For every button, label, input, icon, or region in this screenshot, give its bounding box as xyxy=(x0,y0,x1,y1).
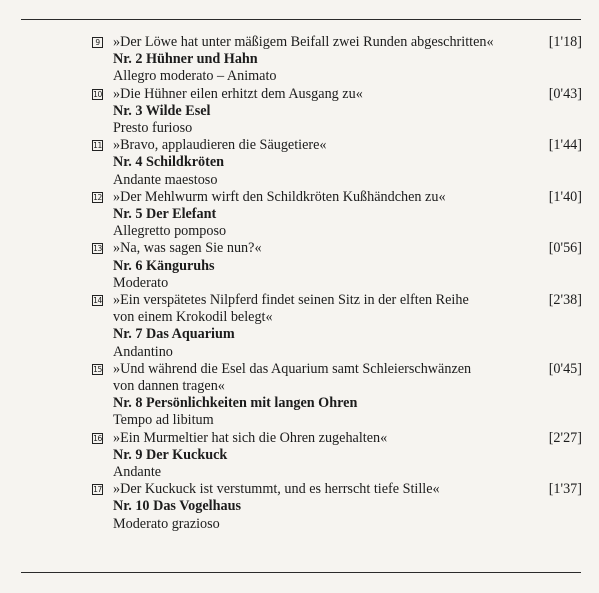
track-item xyxy=(0,361,599,430)
track-quote: »Der Kuckuck ist verstummt, und es herrscht tiefe Stille« xyxy=(113,481,440,498)
track-quote: »Der Mehlwurm wirft den Schildkröten Kußhändchen zu« xyxy=(113,188,446,205)
track-item xyxy=(0,137,599,189)
track-duration: [0'56] xyxy=(548,240,582,257)
tempo-marking: Andante xyxy=(113,464,162,481)
track-item xyxy=(0,430,599,482)
track-duration: [1'40] xyxy=(548,188,582,205)
top-rule xyxy=(21,19,581,20)
track-item xyxy=(0,34,599,86)
tempo-marking: Andante maestoso xyxy=(113,171,218,188)
movement-title: Nr. 6 Känguruhs xyxy=(113,257,215,274)
track-quote: »Die Hühner eilen erhitzt dem Ausgang zu« xyxy=(113,85,363,102)
track-duration: [0'43] xyxy=(548,85,582,102)
movement-title: Nr. 9 Der Kuckuck xyxy=(113,446,228,463)
track-quote: »Ein Murmeltier hat sich die Ohren zugehalten« xyxy=(113,429,388,446)
bottom-rule xyxy=(21,572,581,573)
track-duration: [1'18] xyxy=(548,34,582,50)
movement-title: Nr. 10 Das Vogelhaus xyxy=(113,498,241,515)
track-item xyxy=(0,292,599,361)
tempo-marking: Allegro moderato – Animato xyxy=(113,68,277,85)
track-quote-continued: von dannen tragen« xyxy=(113,378,225,395)
track-item xyxy=(0,481,599,533)
movement-title: Nr. 7 Das Aquarium xyxy=(113,326,235,343)
tempo-marking: Tempo ad libitum xyxy=(113,412,214,429)
movement-title: Nr. 3 Wilde Esel xyxy=(113,102,211,119)
track-duration: [0'45] xyxy=(548,360,582,377)
track-number-box: 17 xyxy=(93,485,102,495)
track-number-box: 10 xyxy=(93,89,102,99)
track-number-box: 14 xyxy=(93,296,102,306)
track-quote: »Na, was sagen Sie nun?« xyxy=(113,240,262,257)
track-number-box: 16 xyxy=(93,433,102,443)
tempo-marking: Moderato grazioso xyxy=(113,515,220,532)
tempo-marking: Moderato xyxy=(113,274,169,291)
track-duration: [2'38] xyxy=(548,292,582,309)
track-list xyxy=(0,34,599,533)
movement-title: Nr. 5 Der Elefant xyxy=(113,206,217,223)
track-quote: »Und während die Esel das Aquarium samt Schleierschwänzen xyxy=(113,360,472,377)
track-item xyxy=(0,189,599,241)
movement-title: Nr. 2 Hühner und Hahn xyxy=(113,51,258,68)
track-quote: »Ein verspätetes Nilpferd findet seinen Sitz in der elften Reihe xyxy=(113,292,469,309)
tempo-marking: Presto furioso xyxy=(113,120,193,137)
movement-title: Nr. 4 Schildkröten xyxy=(113,154,225,171)
track-quote: »Der Löwe hat unter mäßigem Beifall zwei Runden abgeschritten« xyxy=(113,34,494,50)
track-number-box: 12 xyxy=(93,192,102,202)
track-quote-continued: von einem Krokodil belegt« xyxy=(113,309,273,326)
track-item xyxy=(0,240,599,292)
tempo-marking: Allegretto pomposo xyxy=(113,223,227,240)
track-duration: [1'37] xyxy=(548,481,582,498)
track-item xyxy=(0,86,599,138)
track-duration: [1'44] xyxy=(548,137,582,154)
movement-title: Nr. 8 Persönlichkeiten mit langen Ohren xyxy=(113,395,358,412)
track-number-box: 15 xyxy=(93,364,102,374)
track-number-box: 9 xyxy=(92,37,103,48)
track-duration: [2'27] xyxy=(548,429,582,446)
track-number-box: 13 xyxy=(93,244,102,254)
tempo-marking: Andantino xyxy=(113,343,173,360)
track-quote: »Bravo, applaudieren die Säugetiere« xyxy=(113,137,327,154)
track-number-box: 11 xyxy=(93,141,102,151)
